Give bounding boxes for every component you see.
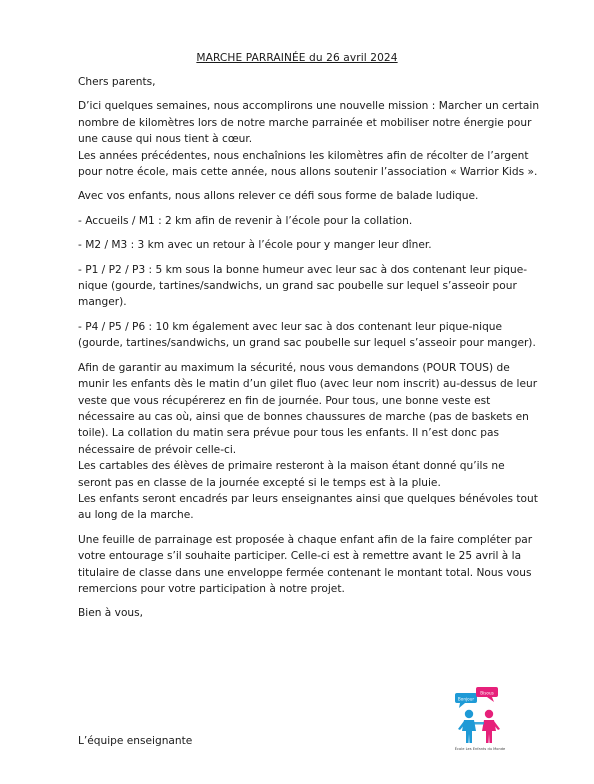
- distance-item-p4-p6: - P4 / P5 / P6 : 10 km également avec leur sac à dos contenant leur pique-nique (gourde, tartines/sandwichs, un grand sac poubelle sur lequel s’asseoir pour manger).: [78, 320, 536, 350]
- speech-bubble-left-icon: [455, 693, 477, 708]
- letter-body: [78, 74, 540, 630]
- school-logo: [452, 685, 508, 747]
- closing: Bien à vous,: [78, 607, 144, 620]
- joined-hands-icon: [474, 722, 484, 725]
- signature: L’équipe enseignante: [78, 735, 193, 747]
- supervision-paragraph: Les enfants seront encadrés par leurs enseignantes ainsi que quelques bénévoles tout au long de la marche.: [78, 492, 538, 522]
- distance-item-m2-m3: - M2 / M3 : 3 km avec un retour à l’école pour y manger leur dîner.: [78, 239, 432, 252]
- child-figure-pink-icon: [482, 710, 500, 743]
- bubble-left-label: Bonjour: [457, 696, 475, 702]
- bags-paragraph: Les cartables des élèves de primaire resteront à la maison étant donné qu’ils ne seront pas en classe de la journée excepté si le temps est à la pluie.: [78, 460, 505, 489]
- logo-caption: École Les Enfants du Monde: [454, 747, 506, 751]
- distance-item-accueils: - Accueils / M1 : 2 km afin de revenir à l’école pour la collation.: [78, 214, 413, 227]
- safety-paragraph: Afin de garantir au maximum la sécurité, nous vous demandons (POUR TOUS) de munir les enfants dès le matin d’un gilet fluo (avec leur nom inscrit) au-dessus de leur veste que vous récupérerez en fin de journée. Pour tous, une bonne veste est nécessaire au cas où, ainsi que de bonnes chaussures de marche (pas de baskets en toile). La collation du matin sera prévue pour tous les enfants. Il n’est donc pas nécessaire de prévoir celle-ci.: [78, 361, 538, 456]
- child-figure-blue-icon: [458, 710, 476, 743]
- intro-paragraph-2: Les années précédentes, nous enchaînions les kilomètres afin de récolter de l’argent pour notre école, mais cette année, nous allons soutenir l’association « Warrior Kids ».: [78, 149, 538, 179]
- distance-item-p1-p3: - P1 / P2 / P3 : 5 km sous la bonne humeur avec leur sac à dos contenant leur pique-nique (gourde, tartines/sandwichs, un grand sac poubelle sur lequel s’asseoir pour manger).: [78, 263, 528, 309]
- challenge-paragraph: Avec vos enfants, nous allons relever ce défi sous forme de balade ludique.: [78, 190, 479, 203]
- bubble-right-label: Bisous: [480, 690, 494, 696]
- speech-bubble-right-icon: [476, 687, 498, 702]
- sponsorship-paragraph: Une feuille de parrainage est proposée à chaque enfant afin de la faire compléter par votre entourage s’il souhaite participer. Celle-ci est à remettre avant le 25 avril à la titulaire de classe dans une enveloppe fermée contenant le montant total. Nous vous remercions pour votre participation à notre projet.: [78, 533, 533, 595]
- letter-title: MARCHE PARRAINÉE du 26 avril 2024: [196, 52, 398, 64]
- intro-paragraph-1: D’ici quelques semaines, nous accomplirons une nouvelle mission : Marcher un certain nombre de kilomètres lors de notre marche parrainée et mobiliser notre énergie pour une cause qui nous tient à cœur.: [78, 100, 540, 146]
- greeting: Chers parents,: [78, 76, 156, 88]
